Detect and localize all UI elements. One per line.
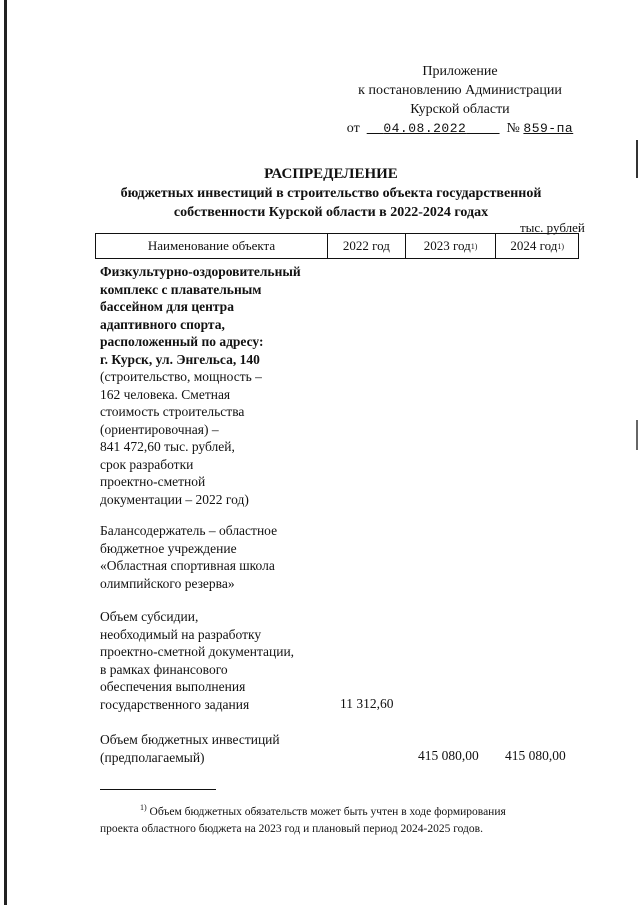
footnote-separator [100,789,216,790]
scan-edge-right-lower [636,420,638,450]
table-header [95,233,579,259]
number-prefix: № [506,121,520,136]
subsidy-2022-value: 11 312,60 [340,696,394,711]
investment-description: Объем бюджетных инвестиций (предполагаемый) [100,732,280,765]
resolution-number: 859-па [523,121,574,136]
subsidy-description: Объем субсидии, необходимый на разработку проектно-сметной документации, в рамках финансового обеспечения выполнения государственного задания [100,609,295,712]
resolution-date-line [340,119,580,138]
footnote-mark: 1) [140,803,147,812]
header-2024: 2024 год 1) [510,238,564,253]
title-sub-2: собственности Курской области в 2022-2024 годах [173,205,489,220]
scan-edge-right [636,140,638,178]
object-name: Физкультурно-оздоровительный комплекс с плавательным бассейном для центра адаптивного спорта, расположенный по адресу: г. Курск, ул. Энгельса, 140 [100,264,301,367]
appendix-region: Курской области [410,102,510,117]
document-title [96,165,566,222]
footnote [100,799,578,838]
object-details: (строительство, мощность – 162 человека. Сметная стоимость строительства (ориентировочная) – 841 472,60 тыс. рублей, срок разработки проектно-сметной документации – 2022 год) [100,369,262,507]
appendix-header [340,62,580,138]
footnote-text-2: проекта областного бюджета на 2023 год и плановый период 2024-2025 годов. [100,822,483,835]
header-2022: 2022 год [328,234,406,258]
appendix-label: Приложение [422,64,498,79]
units-label: тыс. рублей [520,220,585,235]
date-prefix: от [346,121,360,136]
appendix-ref: к постановлению Администрации [358,83,562,98]
footnote-text-1: Объем бюджетных обязательств может быть учтен в ходе формирования [149,805,506,818]
title-main: РАСПРЕДЕЛЕНИЕ [264,166,398,182]
title-sub-1: бюджетных инвестиций в строительство объекта государственной [120,186,542,201]
investment-2023-value: 415 080,00 [418,748,479,763]
balance-holder: Балансодержатель – областное бюджетное учреждение «Областная спортивная школа олимпийского резерва» [100,523,278,591]
header-2023: 2023 год 1) [406,234,497,258]
header-object-name: Наименование объекта [96,234,328,258]
scan-edge-left [4,0,7,905]
investment-2024-value: 415 080,00 [505,748,566,763]
resolution-date: 04.08.2022 [383,121,467,136]
